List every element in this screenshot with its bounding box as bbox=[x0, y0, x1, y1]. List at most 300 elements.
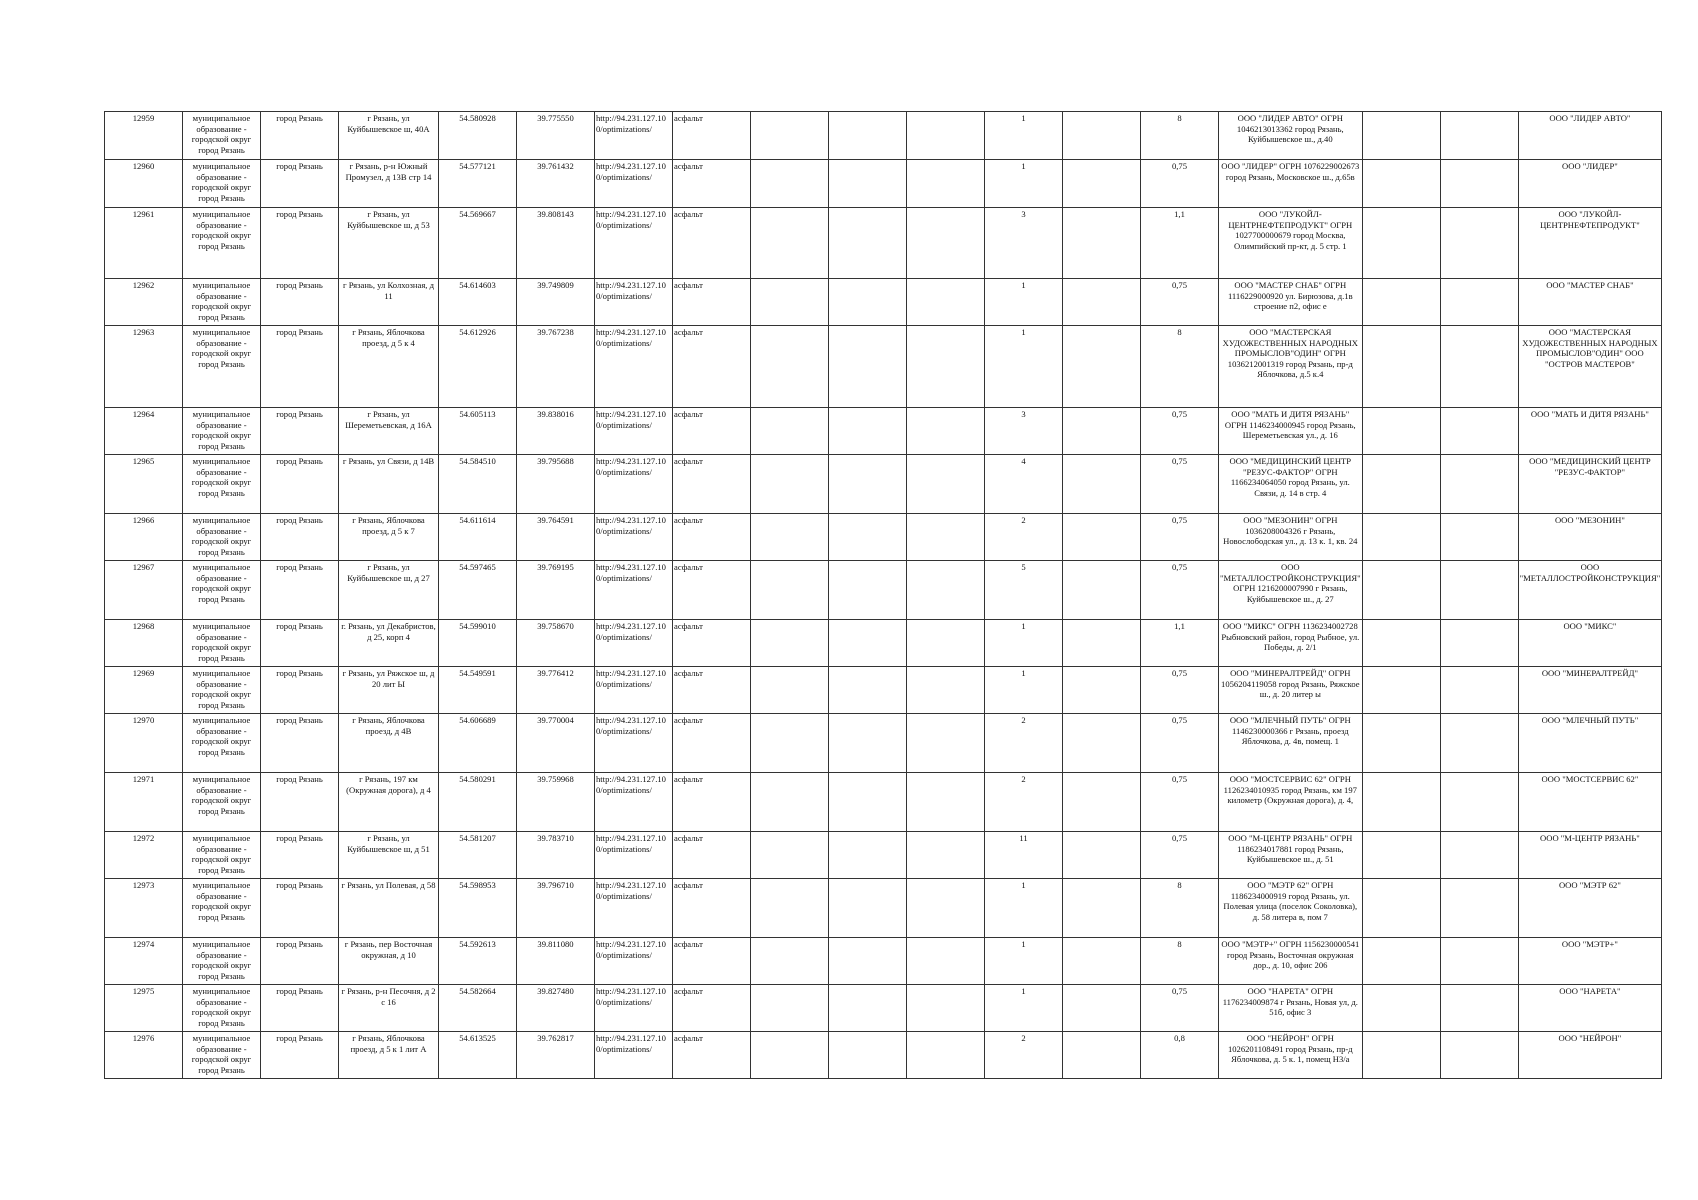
cell-empty bbox=[751, 620, 829, 667]
cell-container-volume: 0,75 bbox=[1141, 985, 1219, 1032]
cell-empty bbox=[1362, 714, 1440, 773]
cell-owner: ООО "М-ЦЕНТР РЯЗАНЬ" ОГРН 1186234017881 город Рязань, Куйбышевское ш., д. 51 bbox=[1219, 832, 1363, 879]
table-row bbox=[105, 879, 1662, 938]
cell-id: 12975 bbox=[105, 985, 183, 1032]
cell-waste-source: ООО "МОСТСЕРВИС 62" bbox=[1518, 773, 1662, 832]
cell-municipality-type: муниципальное образование - городской округ город Рязань bbox=[183, 667, 261, 714]
cell-address: г Рязань, ул Шереметьевская, д 16А bbox=[339, 408, 439, 455]
cell-container-volume: 8 bbox=[1141, 938, 1219, 985]
cell-city: город Рязань bbox=[261, 514, 339, 561]
cell-container-volume: 0,75 bbox=[1141, 514, 1219, 561]
cell-empty bbox=[1063, 773, 1141, 832]
cell-surface: асфальт bbox=[673, 455, 751, 514]
cell-address: г Рязань, Яблочкова проезд, д 5 к 1 лит А bbox=[339, 1032, 439, 1079]
cell-empty bbox=[751, 832, 829, 879]
cell-empty bbox=[907, 514, 985, 561]
table-row bbox=[105, 326, 1662, 408]
cell-container-count: 1 bbox=[985, 620, 1063, 667]
cell-address: г Рязань, ул Куйбышевское ш, д 51 bbox=[339, 832, 439, 879]
cell-empty bbox=[1362, 938, 1440, 985]
cell-empty bbox=[829, 455, 907, 514]
cell-municipality-type: муниципальное образование - городской округ город Рязань bbox=[183, 985, 261, 1032]
cell-longitude: 39.759968 bbox=[517, 773, 595, 832]
cell-empty bbox=[829, 879, 907, 938]
cell-empty bbox=[751, 408, 829, 455]
cell-city: город Рязань bbox=[261, 667, 339, 714]
cell-latitude: 54.612926 bbox=[439, 326, 517, 408]
cell-empty bbox=[1362, 514, 1440, 561]
cell-surface: асфальт bbox=[673, 279, 751, 326]
cell-city: город Рязань bbox=[261, 714, 339, 773]
cell-container-count: 1 bbox=[985, 985, 1063, 1032]
cell-container-count: 3 bbox=[985, 208, 1063, 279]
cell-empty bbox=[829, 985, 907, 1032]
cell-empty bbox=[1063, 620, 1141, 667]
cell-container-count: 1 bbox=[985, 326, 1063, 408]
cell-empty bbox=[1063, 667, 1141, 714]
cell-longitude: 39.796710 bbox=[517, 879, 595, 938]
cell-city: город Рязань bbox=[261, 208, 339, 279]
cell-longitude: 39.758670 bbox=[517, 620, 595, 667]
cell-municipality-type: муниципальное образование - городской округ город Рязань bbox=[183, 714, 261, 773]
cell-empty bbox=[907, 620, 985, 667]
cell-url: http://94.231.127.10 0/optimizations/ bbox=[595, 408, 673, 455]
cell-container-volume: 8 bbox=[1141, 112, 1219, 160]
cell-id: 12972 bbox=[105, 832, 183, 879]
cell-address: г Рязань, Яблочкова проезд, д 5 к 7 bbox=[339, 514, 439, 561]
cell-municipality-type: муниципальное образование - городской округ город Рязань bbox=[183, 112, 261, 160]
cell-longitude: 39.770004 bbox=[517, 714, 595, 773]
cell-empty bbox=[1362, 1032, 1440, 1079]
cell-address: г Рязань, ул Куйбышевское ш, 40А bbox=[339, 112, 439, 160]
table-row bbox=[105, 985, 1662, 1032]
cell-container-volume: 0,75 bbox=[1141, 160, 1219, 208]
cell-empty bbox=[829, 408, 907, 455]
cell-surface: асфальт bbox=[673, 938, 751, 985]
cell-waste-source: ООО "МАСТЕРСКАЯ ХУДОЖЕСТВЕННЫХ НАРОДНЫХ ПРОМЫСЛОВ"ОДИН" ООО "ОСТРОВ МАСТЕРОВ" bbox=[1518, 326, 1662, 408]
cell-address: г Рязань, р-н Южный Промузел, д 13В стр 14 bbox=[339, 160, 439, 208]
cell-latitude: 54.584510 bbox=[439, 455, 517, 514]
cell-surface: асфальт bbox=[673, 714, 751, 773]
cell-empty bbox=[1440, 455, 1518, 514]
cell-address: г. Рязань, ул Декабристов, д 25, корп 4 bbox=[339, 620, 439, 667]
cell-surface: асфальт bbox=[673, 208, 751, 279]
cell-owner: ООО "МИКС" ОГРН 1136234002728 Рыбновский район, город Рыбное, ул. Победы, д. 2/1 bbox=[1219, 620, 1363, 667]
cell-empty bbox=[907, 408, 985, 455]
cell-empty bbox=[1440, 938, 1518, 985]
cell-city: город Рязань bbox=[261, 160, 339, 208]
cell-waste-source: ООО "МИКС" bbox=[1518, 620, 1662, 667]
cell-empty bbox=[751, 455, 829, 514]
cell-surface: асфальт bbox=[673, 667, 751, 714]
cell-address: г Рязань, ул Связи, д 14В bbox=[339, 455, 439, 514]
cell-waste-source: ООО "МЕЗОНИН" bbox=[1518, 514, 1662, 561]
cell-empty bbox=[1063, 1032, 1141, 1079]
cell-owner: ООО "ЛИДЕР" ОГРН 1076229002673 город Рязань, Московское ш., д.65в bbox=[1219, 160, 1363, 208]
cell-empty bbox=[1362, 832, 1440, 879]
cell-empty bbox=[907, 773, 985, 832]
cell-longitude: 39.764591 bbox=[517, 514, 595, 561]
cell-empty bbox=[829, 279, 907, 326]
cell-waste-source: ООО "МЕДИЦИНСКИЙ ЦЕНТР "РЕЗУС-ФАКТОР" bbox=[1518, 455, 1662, 514]
cell-surface: асфальт bbox=[673, 514, 751, 561]
cell-empty bbox=[751, 561, 829, 620]
cell-id: 12973 bbox=[105, 879, 183, 938]
cell-empty bbox=[829, 938, 907, 985]
cell-empty bbox=[1063, 279, 1141, 326]
cell-latitude: 54.581207 bbox=[439, 832, 517, 879]
cell-container-volume: 0,8 bbox=[1141, 1032, 1219, 1079]
cell-empty bbox=[1362, 326, 1440, 408]
cell-url: http://94.231.127.10 0/optimizations/ bbox=[595, 514, 673, 561]
cell-id: 12959 bbox=[105, 112, 183, 160]
cell-empty bbox=[751, 773, 829, 832]
cell-municipality-type: муниципальное образование - городской округ город Рязань bbox=[183, 279, 261, 326]
cell-city: город Рязань bbox=[261, 985, 339, 1032]
cell-container-volume: 0,75 bbox=[1141, 832, 1219, 879]
cell-empty bbox=[907, 160, 985, 208]
table-row bbox=[105, 208, 1662, 279]
cell-container-count: 11 bbox=[985, 832, 1063, 879]
cell-empty bbox=[1362, 279, 1440, 326]
cell-container-count: 1 bbox=[985, 667, 1063, 714]
cell-container-volume: 8 bbox=[1141, 879, 1219, 938]
cell-empty bbox=[907, 561, 985, 620]
cell-surface: асфальт bbox=[673, 832, 751, 879]
cell-owner: ООО "МЭТР 62" ОГРН 1186234000919 город Рязань, ул. Полевая улица (поселок Соколовка), д. 58 литера в, пом 7 bbox=[1219, 879, 1363, 938]
cell-empty bbox=[1440, 714, 1518, 773]
cell-latitude: 54.598953 bbox=[439, 879, 517, 938]
table-row bbox=[105, 455, 1662, 514]
cell-municipality-type: муниципальное образование - городской округ город Рязань bbox=[183, 561, 261, 620]
cell-empty bbox=[907, 714, 985, 773]
cell-municipality-type: муниципальное образование - городской округ город Рязань bbox=[183, 514, 261, 561]
cell-surface: асфальт bbox=[673, 620, 751, 667]
cell-container-count: 1 bbox=[985, 160, 1063, 208]
cell-empty bbox=[1440, 985, 1518, 1032]
cell-empty bbox=[1063, 208, 1141, 279]
cell-address: г Рязань, ул Колхозная, д 11 bbox=[339, 279, 439, 326]
cell-latitude: 54.580928 bbox=[439, 112, 517, 160]
cell-empty bbox=[829, 620, 907, 667]
cell-id: 12964 bbox=[105, 408, 183, 455]
cell-url: http://94.231.127.10 0/optimizations/ bbox=[595, 208, 673, 279]
cell-latitude: 54.549591 bbox=[439, 667, 517, 714]
cell-empty bbox=[829, 1032, 907, 1079]
cell-empty bbox=[1440, 326, 1518, 408]
cell-url: http://94.231.127.10 0/optimizations/ bbox=[595, 455, 673, 514]
cell-empty bbox=[751, 208, 829, 279]
cell-surface: асфальт bbox=[673, 160, 751, 208]
cell-container-count: 5 bbox=[985, 561, 1063, 620]
cell-longitude: 39.783710 bbox=[517, 832, 595, 879]
cell-empty bbox=[1362, 879, 1440, 938]
cell-owner: ООО "МОСТСЕРВИС 62" ОГРН 1126234010935 город Рязань, км 197 километр (Окружная дорога), д. 4, bbox=[1219, 773, 1363, 832]
cell-owner: ООО "МАСТЕРСКАЯ ХУДОЖЕСТВЕННЫХ НАРОДНЫХ ПРОМЫСЛОВ"ОДИН" ОГРН 1036212001319 город Рязань, пр-д Яблочкова, д.5 к.4 bbox=[1219, 326, 1363, 408]
cell-waste-source: ООО "ЛИДЕР АВТО" bbox=[1518, 112, 1662, 160]
cell-owner: ООО "МЭТР+" ОГРН 1156230000541 город Рязань, Восточная окружная дор., д. 10, офис 206 bbox=[1219, 938, 1363, 985]
cell-empty bbox=[751, 1032, 829, 1079]
cell-container-volume: 0,75 bbox=[1141, 714, 1219, 773]
cell-address: г Рязань, ул Куйбышевское ш, д 27 bbox=[339, 561, 439, 620]
cell-url: http://94.231.127.10 0/optimizations/ bbox=[595, 620, 673, 667]
cell-container-count: 1 bbox=[985, 879, 1063, 938]
cell-city: город Рязань bbox=[261, 561, 339, 620]
cell-surface: асфальт bbox=[673, 112, 751, 160]
cell-longitude: 39.776412 bbox=[517, 667, 595, 714]
cell-city: город Рязань bbox=[261, 408, 339, 455]
cell-id: 12966 bbox=[105, 514, 183, 561]
cell-owner: ООО "МАТЬ И ДИТЯ РЯЗАНЬ" ОГРН 1146234000945 город Рязань, Шереметьевская ул., д. 16 bbox=[1219, 408, 1363, 455]
cell-url: http://94.231.127.10 0/optimizations/ bbox=[595, 561, 673, 620]
cell-waste-source: ООО "ЛИДЕР" bbox=[1518, 160, 1662, 208]
cell-municipality-type: муниципальное образование - городской округ город Рязань bbox=[183, 938, 261, 985]
cell-empty bbox=[1440, 773, 1518, 832]
cell-owner: ООО "МИНЕРАЛТРЕЙД" ОГРН 1056204119058 город Рязань, Ряжское ш., д. 20 литер ы bbox=[1219, 667, 1363, 714]
cell-longitude: 39.838016 bbox=[517, 408, 595, 455]
table-row bbox=[105, 561, 1662, 620]
cell-empty bbox=[829, 514, 907, 561]
cell-url: http://94.231.127.10 0/optimizations/ bbox=[595, 832, 673, 879]
cell-container-count: 4 bbox=[985, 455, 1063, 514]
cell-municipality-type: муниципальное образование - городской округ город Рязань bbox=[183, 208, 261, 279]
cell-address: г Рязань, р-н Песочня, д 2 с 16 bbox=[339, 985, 439, 1032]
cell-city: город Рязань bbox=[261, 455, 339, 514]
cell-empty bbox=[1362, 667, 1440, 714]
cell-latitude: 54.569667 bbox=[439, 208, 517, 279]
cell-empty bbox=[907, 1032, 985, 1079]
cell-empty bbox=[751, 985, 829, 1032]
cell-container-volume: 0,75 bbox=[1141, 279, 1219, 326]
cell-city: город Рязань bbox=[261, 773, 339, 832]
cell-container-volume: 0,75 bbox=[1141, 561, 1219, 620]
table-row bbox=[105, 773, 1662, 832]
cell-city: город Рязань bbox=[261, 1032, 339, 1079]
cell-latitude: 54.605113 bbox=[439, 408, 517, 455]
cell-empty bbox=[829, 112, 907, 160]
cell-empty bbox=[1063, 408, 1141, 455]
cell-empty bbox=[907, 938, 985, 985]
cell-empty bbox=[829, 208, 907, 279]
cell-empty bbox=[1362, 408, 1440, 455]
cell-owner: ООО "МЕДИЦИНСКИЙ ЦЕНТР "РЕЗУС-ФАКТОР" ОГРН 1166234064050 город Рязань, ул. Связи, д. 14 в стр. 4 bbox=[1219, 455, 1363, 514]
cell-waste-source: ООО "МЭТР 62" bbox=[1518, 879, 1662, 938]
cell-city: город Рязань bbox=[261, 620, 339, 667]
cell-container-volume: 1,1 bbox=[1141, 208, 1219, 279]
cell-container-count: 2 bbox=[985, 773, 1063, 832]
cell-owner: ООО "МАСТЕР СНАБ" ОГРН 1116229000920 ул. Бирюзова, д.1в строение п2, офис е bbox=[1219, 279, 1363, 326]
cell-address: г Рязань, Яблочкова проезд, д 4В bbox=[339, 714, 439, 773]
table-row bbox=[105, 514, 1662, 561]
table-row bbox=[105, 667, 1662, 714]
cell-id: 12968 bbox=[105, 620, 183, 667]
cell-latitude: 54.614603 bbox=[439, 279, 517, 326]
cell-city: город Рязань bbox=[261, 879, 339, 938]
table-row bbox=[105, 938, 1662, 985]
cell-surface: асфальт bbox=[673, 773, 751, 832]
cell-id: 12963 bbox=[105, 326, 183, 408]
table-row bbox=[105, 714, 1662, 773]
cell-waste-source: ООО "НАРЕТА" bbox=[1518, 985, 1662, 1032]
cell-surface: асфальт bbox=[673, 326, 751, 408]
cell-longitude: 39.769195 bbox=[517, 561, 595, 620]
cell-empty bbox=[1063, 832, 1141, 879]
cell-empty bbox=[751, 938, 829, 985]
cell-longitude: 39.808143 bbox=[517, 208, 595, 279]
cell-container-volume: 0,75 bbox=[1141, 408, 1219, 455]
cell-latitude: 54.613525 bbox=[439, 1032, 517, 1079]
cell-id: 12971 bbox=[105, 773, 183, 832]
cell-empty bbox=[751, 326, 829, 408]
cell-waste-source: ООО "НЕЙРОН" bbox=[1518, 1032, 1662, 1079]
cell-empty bbox=[829, 160, 907, 208]
cell-empty bbox=[1362, 208, 1440, 279]
cell-empty bbox=[751, 112, 829, 160]
cell-empty bbox=[1063, 112, 1141, 160]
cell-owner: ООО "НАРЕТА" ОГРН 1176234009874 г Рязань, Новая ул, д. 51б, офис 3 bbox=[1219, 985, 1363, 1032]
cell-surface: асфальт bbox=[673, 561, 751, 620]
table-row bbox=[105, 160, 1662, 208]
cell-empty bbox=[829, 667, 907, 714]
cell-latitude: 54.611614 bbox=[439, 514, 517, 561]
cell-empty bbox=[1063, 561, 1141, 620]
cell-id: 12967 bbox=[105, 561, 183, 620]
cell-longitude: 39.761432 bbox=[517, 160, 595, 208]
cell-id: 12965 bbox=[105, 455, 183, 514]
cell-longitude: 39.827480 bbox=[517, 985, 595, 1032]
cell-address: г Рязань, ул Куйбышевское ш, д 53 bbox=[339, 208, 439, 279]
cell-url: http://94.231.127.10 0/optimizations/ bbox=[595, 326, 673, 408]
cell-container-volume: 0,75 bbox=[1141, 773, 1219, 832]
cell-empty bbox=[829, 326, 907, 408]
cell-empty bbox=[751, 514, 829, 561]
cell-empty bbox=[829, 561, 907, 620]
cell-city: город Рязань bbox=[261, 112, 339, 160]
cell-empty bbox=[907, 879, 985, 938]
cell-empty bbox=[907, 832, 985, 879]
cell-owner: ООО "НЕЙРОН" ОГРН 1026201108491 город Рязань, пр-д Яблочкова, д. 5 к. 1, помещ Н3/а bbox=[1219, 1032, 1363, 1079]
cell-id: 12962 bbox=[105, 279, 183, 326]
cell-container-count: 2 bbox=[985, 1032, 1063, 1079]
cell-address: г Рязань, Яблочкова проезд, д 5 к 4 bbox=[339, 326, 439, 408]
cell-empty bbox=[829, 773, 907, 832]
cell-empty bbox=[1063, 938, 1141, 985]
cell-city: город Рязань bbox=[261, 279, 339, 326]
table-row bbox=[105, 112, 1662, 160]
cell-id: 12974 bbox=[105, 938, 183, 985]
cell-longitude: 39.762817 bbox=[517, 1032, 595, 1079]
cell-container-count: 1 bbox=[985, 938, 1063, 985]
table-row bbox=[105, 1032, 1662, 1079]
cell-address: г Рязань, ул Полевая, д 58 bbox=[339, 879, 439, 938]
cell-empty bbox=[1063, 879, 1141, 938]
cell-empty bbox=[829, 714, 907, 773]
cell-surface: асфальт bbox=[673, 1032, 751, 1079]
cell-empty bbox=[1440, 879, 1518, 938]
cell-empty bbox=[907, 279, 985, 326]
cell-waste-source: ООО "МЭТР+" bbox=[1518, 938, 1662, 985]
cell-url: http://94.231.127.10 0/optimizations/ bbox=[595, 667, 673, 714]
cell-container-volume: 0,75 bbox=[1141, 455, 1219, 514]
cell-empty bbox=[1063, 326, 1141, 408]
cell-municipality-type: муниципальное образование - городской округ город Рязань bbox=[183, 620, 261, 667]
cell-municipality-type: муниципальное образование - городской округ город Рязань bbox=[183, 1032, 261, 1079]
cell-empty bbox=[1063, 160, 1141, 208]
cell-empty bbox=[1362, 160, 1440, 208]
cell-city: город Рязань bbox=[261, 326, 339, 408]
cell-empty bbox=[907, 455, 985, 514]
cell-empty bbox=[751, 279, 829, 326]
cell-empty bbox=[907, 112, 985, 160]
cell-container-volume: 1,1 bbox=[1141, 620, 1219, 667]
cell-empty bbox=[751, 667, 829, 714]
table-row bbox=[105, 408, 1662, 455]
cell-owner: ООО "МЛЕЧНЫЙ ПУТЬ" ОГРН 1146230000366 г Рязань, проезд Яблочкова, д. 4в, помещ. 1 bbox=[1219, 714, 1363, 773]
cell-municipality-type: муниципальное образование - городской округ город Рязань bbox=[183, 832, 261, 879]
cell-city: город Рязань bbox=[261, 938, 339, 985]
cell-container-volume: 8 bbox=[1141, 326, 1219, 408]
cell-url: http://94.231.127.10 0/optimizations/ bbox=[595, 714, 673, 773]
cell-waste-source: ООО "М-ЦЕНТР РЯЗАНЬ" bbox=[1518, 832, 1662, 879]
cell-waste-source: ООО "МАТЬ И ДИТЯ РЯЗАНЬ" bbox=[1518, 408, 1662, 455]
cell-waste-source: ООО "МИНЕРАЛТРЕЙД" bbox=[1518, 667, 1662, 714]
cell-owner: ООО "МЕТАЛЛОСТРОЙКОНСТРУКЦИЯ" ОГРН 1216200007990 г Рязань, Куйбышевское ш., д. 27 bbox=[1219, 561, 1363, 620]
cell-waste-source: ООО "ЛУКОЙЛ-ЦЕНТРНЕФТЕПРОДУКТ" bbox=[1518, 208, 1662, 279]
cell-empty bbox=[1440, 832, 1518, 879]
cell-municipality-type: муниципальное образование - городской округ город Рязань bbox=[183, 326, 261, 408]
cell-municipality-type: муниципальное образование - городской округ город Рязань bbox=[183, 773, 261, 832]
cell-empty bbox=[1362, 773, 1440, 832]
cell-municipality-type: муниципальное образование - городской округ город Рязань bbox=[183, 408, 261, 455]
cell-empty bbox=[1440, 620, 1518, 667]
cell-url: http://94.231.127.10 0/optimizations/ bbox=[595, 879, 673, 938]
cell-empty bbox=[1440, 160, 1518, 208]
cell-empty bbox=[1440, 112, 1518, 160]
cell-empty bbox=[1440, 561, 1518, 620]
cell-waste-source: ООО "МАСТЕР СНАБ" bbox=[1518, 279, 1662, 326]
cell-empty bbox=[1063, 514, 1141, 561]
cell-container-count: 2 bbox=[985, 514, 1063, 561]
cell-empty bbox=[751, 879, 829, 938]
cell-container-count: 3 bbox=[985, 408, 1063, 455]
cell-container-volume: 0,75 bbox=[1141, 667, 1219, 714]
table-row bbox=[105, 832, 1662, 879]
cell-empty bbox=[829, 832, 907, 879]
cell-longitude: 39.767238 bbox=[517, 326, 595, 408]
cell-url: http://94.231.127.10 0/optimizations/ bbox=[595, 112, 673, 160]
cell-municipality-type: муниципальное образование - городской округ город Рязань bbox=[183, 455, 261, 514]
cell-owner: ООО "ЛУКОЙЛ-ЦЕНТРНЕФТЕПРОДУКТ" ОГРН 1027700000679 город Москва, Олимпийский пр-кт, д. 5 стр. 1 bbox=[1219, 208, 1363, 279]
cell-container-count: 1 bbox=[985, 112, 1063, 160]
cell-container-count: 2 bbox=[985, 714, 1063, 773]
cell-municipality-type: муниципальное образование - городской округ город Рязань bbox=[183, 879, 261, 938]
cell-latitude: 54.592613 bbox=[439, 938, 517, 985]
cell-empty bbox=[1362, 561, 1440, 620]
cell-empty bbox=[907, 985, 985, 1032]
cell-address: г Рязань, пер Восточная окружная, д 10 bbox=[339, 938, 439, 985]
cell-owner: ООО "ЛИДЕР АВТО" ОГРН 1046213013362 город Рязань, Куйбышевское ш., д.40 bbox=[1219, 112, 1363, 160]
cell-waste-source: ООО "МЛЕЧНЫЙ ПУТЬ" bbox=[1518, 714, 1662, 773]
cell-latitude: 54.597465 bbox=[439, 561, 517, 620]
cell-address: г Рязань, ул Ряжское ш, д 20 лит Ы bbox=[339, 667, 439, 714]
cell-url: http://94.231.127.10 0/optimizations/ bbox=[595, 985, 673, 1032]
cell-empty bbox=[1362, 112, 1440, 160]
cell-url: http://94.231.127.10 0/optimizations/ bbox=[595, 938, 673, 985]
cell-empty bbox=[751, 714, 829, 773]
cell-empty bbox=[1440, 408, 1518, 455]
cell-latitude: 54.580291 bbox=[439, 773, 517, 832]
cell-id: 12960 bbox=[105, 160, 183, 208]
